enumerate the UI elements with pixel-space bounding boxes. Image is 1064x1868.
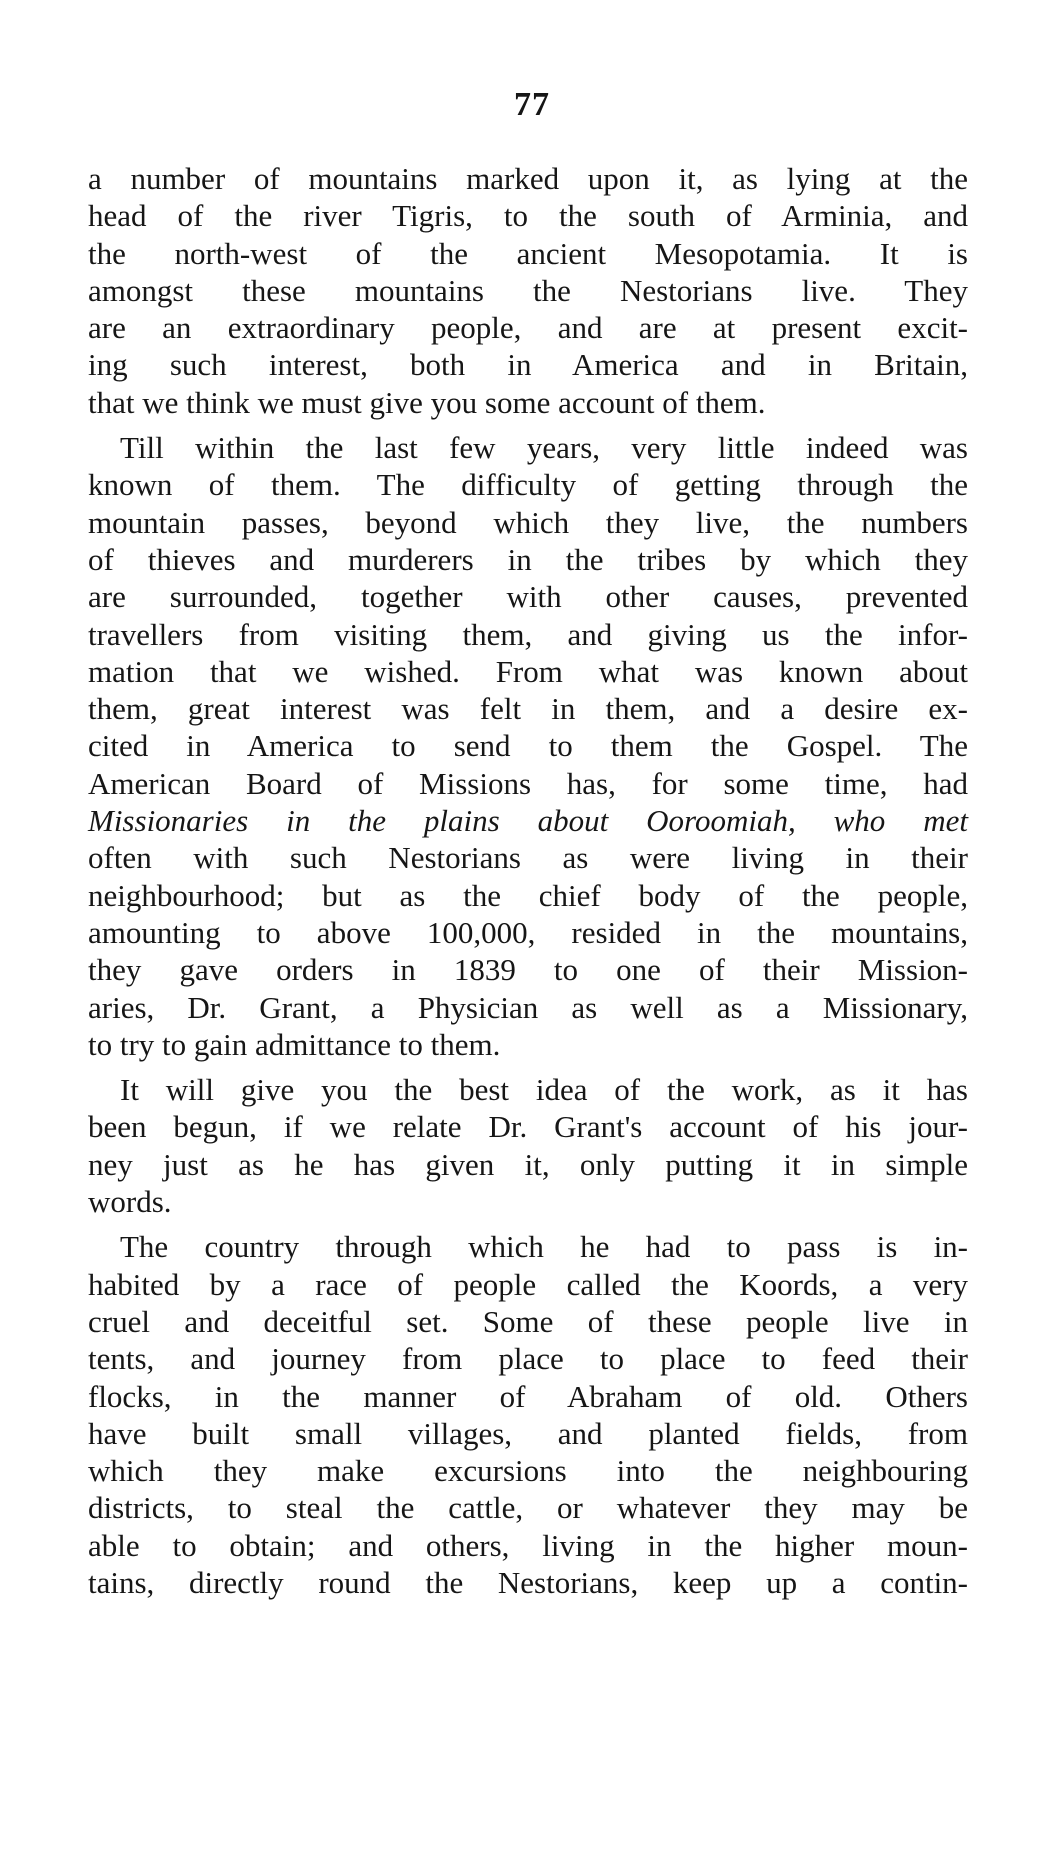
text-line: tents, and journey from place to place to feed their: [88, 1341, 968, 1377]
text-line: words.: [88, 1184, 172, 1220]
page-number: 77: [514, 86, 550, 123]
text-line: amongst these mountains the Nestorians live. They: [88, 272, 968, 308]
text-line: cruel and deceitful set. Some of these people live in: [88, 1303, 968, 1339]
body-text: [88, 160, 968, 1609]
text-line: them, great interest was felt in them, and a desire ex-: [88, 691, 968, 727]
text-line: of thieves and murderers in the tribes by which they: [88, 541, 968, 577]
text-line: mation that we wished. From what was known about: [88, 653, 968, 689]
text-line: mountain passes, beyond which they live, the numbers: [88, 504, 968, 540]
text-line: flocks, in the manner of Abraham of old. Others: [88, 1378, 968, 1414]
text-line: that we think we must give you some account of them.: [88, 384, 766, 420]
paragraph-4: [88, 1228, 968, 1601]
text-line: known of them. The difficulty of getting through the: [88, 467, 968, 503]
paragraph-3: [88, 1071, 968, 1220]
italic-text: Missionaries in the plains about Ooroomiah, who met: [88, 803, 968, 839]
text-line: neighbourhood; but as the chief body of the people,: [88, 877, 968, 913]
text-line-italic: [88, 802, 968, 839]
text-line: able to obtain; and others, living in the higher moun-: [88, 1527, 968, 1563]
text-line: aries, Dr. Grant, a Physician as well as a Missionary,: [88, 989, 968, 1025]
text-line: amounting to above 100,000, resided in the mountains,: [88, 914, 968, 950]
text-line: ney just as he has given it, only putting it in simple: [88, 1146, 968, 1182]
text-line: head of the river Tigris, to the south of Arminia, and: [88, 198, 968, 234]
text-line: been begun, if we relate Dr. Grant's account of his jour-: [88, 1109, 968, 1145]
text-line: they gave orders in 1839 to one of their Mission-: [88, 952, 968, 988]
text-line: districts, to steal the cattle, or whatever they may be: [88, 1490, 968, 1526]
text-line: the north-west of the ancient Mesopotamia. It is: [88, 235, 968, 271]
paragraph-1: [88, 160, 968, 421]
text-line: are an extraordinary people, and are at present excit-: [88, 310, 968, 346]
text-line: cited in America to send to them the Gospel. The: [88, 728, 968, 764]
text-line: Till within the last few years, very little indeed was: [120, 430, 968, 466]
paragraph-2: [88, 429, 968, 1063]
text-line: have built small villages, and planted fields, from: [88, 1415, 968, 1451]
text-line: are surrounded, together with other causes, prevented: [88, 579, 968, 615]
text-line: tains, directly round the Nestorians, keep up a contin-: [88, 1564, 968, 1600]
text-line: which they make excursions into the neighbouring: [88, 1453, 968, 1489]
text-line: to try to gain admittance to them.: [88, 1026, 501, 1062]
text-line: ing such interest, both in America and in Britain,: [88, 347, 968, 383]
text-line: The country through which he had to pass is in-: [120, 1229, 968, 1265]
text-line: It will give you the best idea of the work, as it has: [120, 1072, 968, 1108]
text-line: American Board of Missions has, for some time, had: [88, 765, 968, 801]
text-line: habited by a race of people called the Koords, a very: [88, 1266, 968, 1302]
text-line: travellers from visiting them, and giving us the infor-: [88, 616, 968, 652]
text-line: a number of mountains marked upon it, as lying at the: [88, 161, 968, 196]
text-line: often with such Nestorians as were living in their: [88, 840, 968, 876]
